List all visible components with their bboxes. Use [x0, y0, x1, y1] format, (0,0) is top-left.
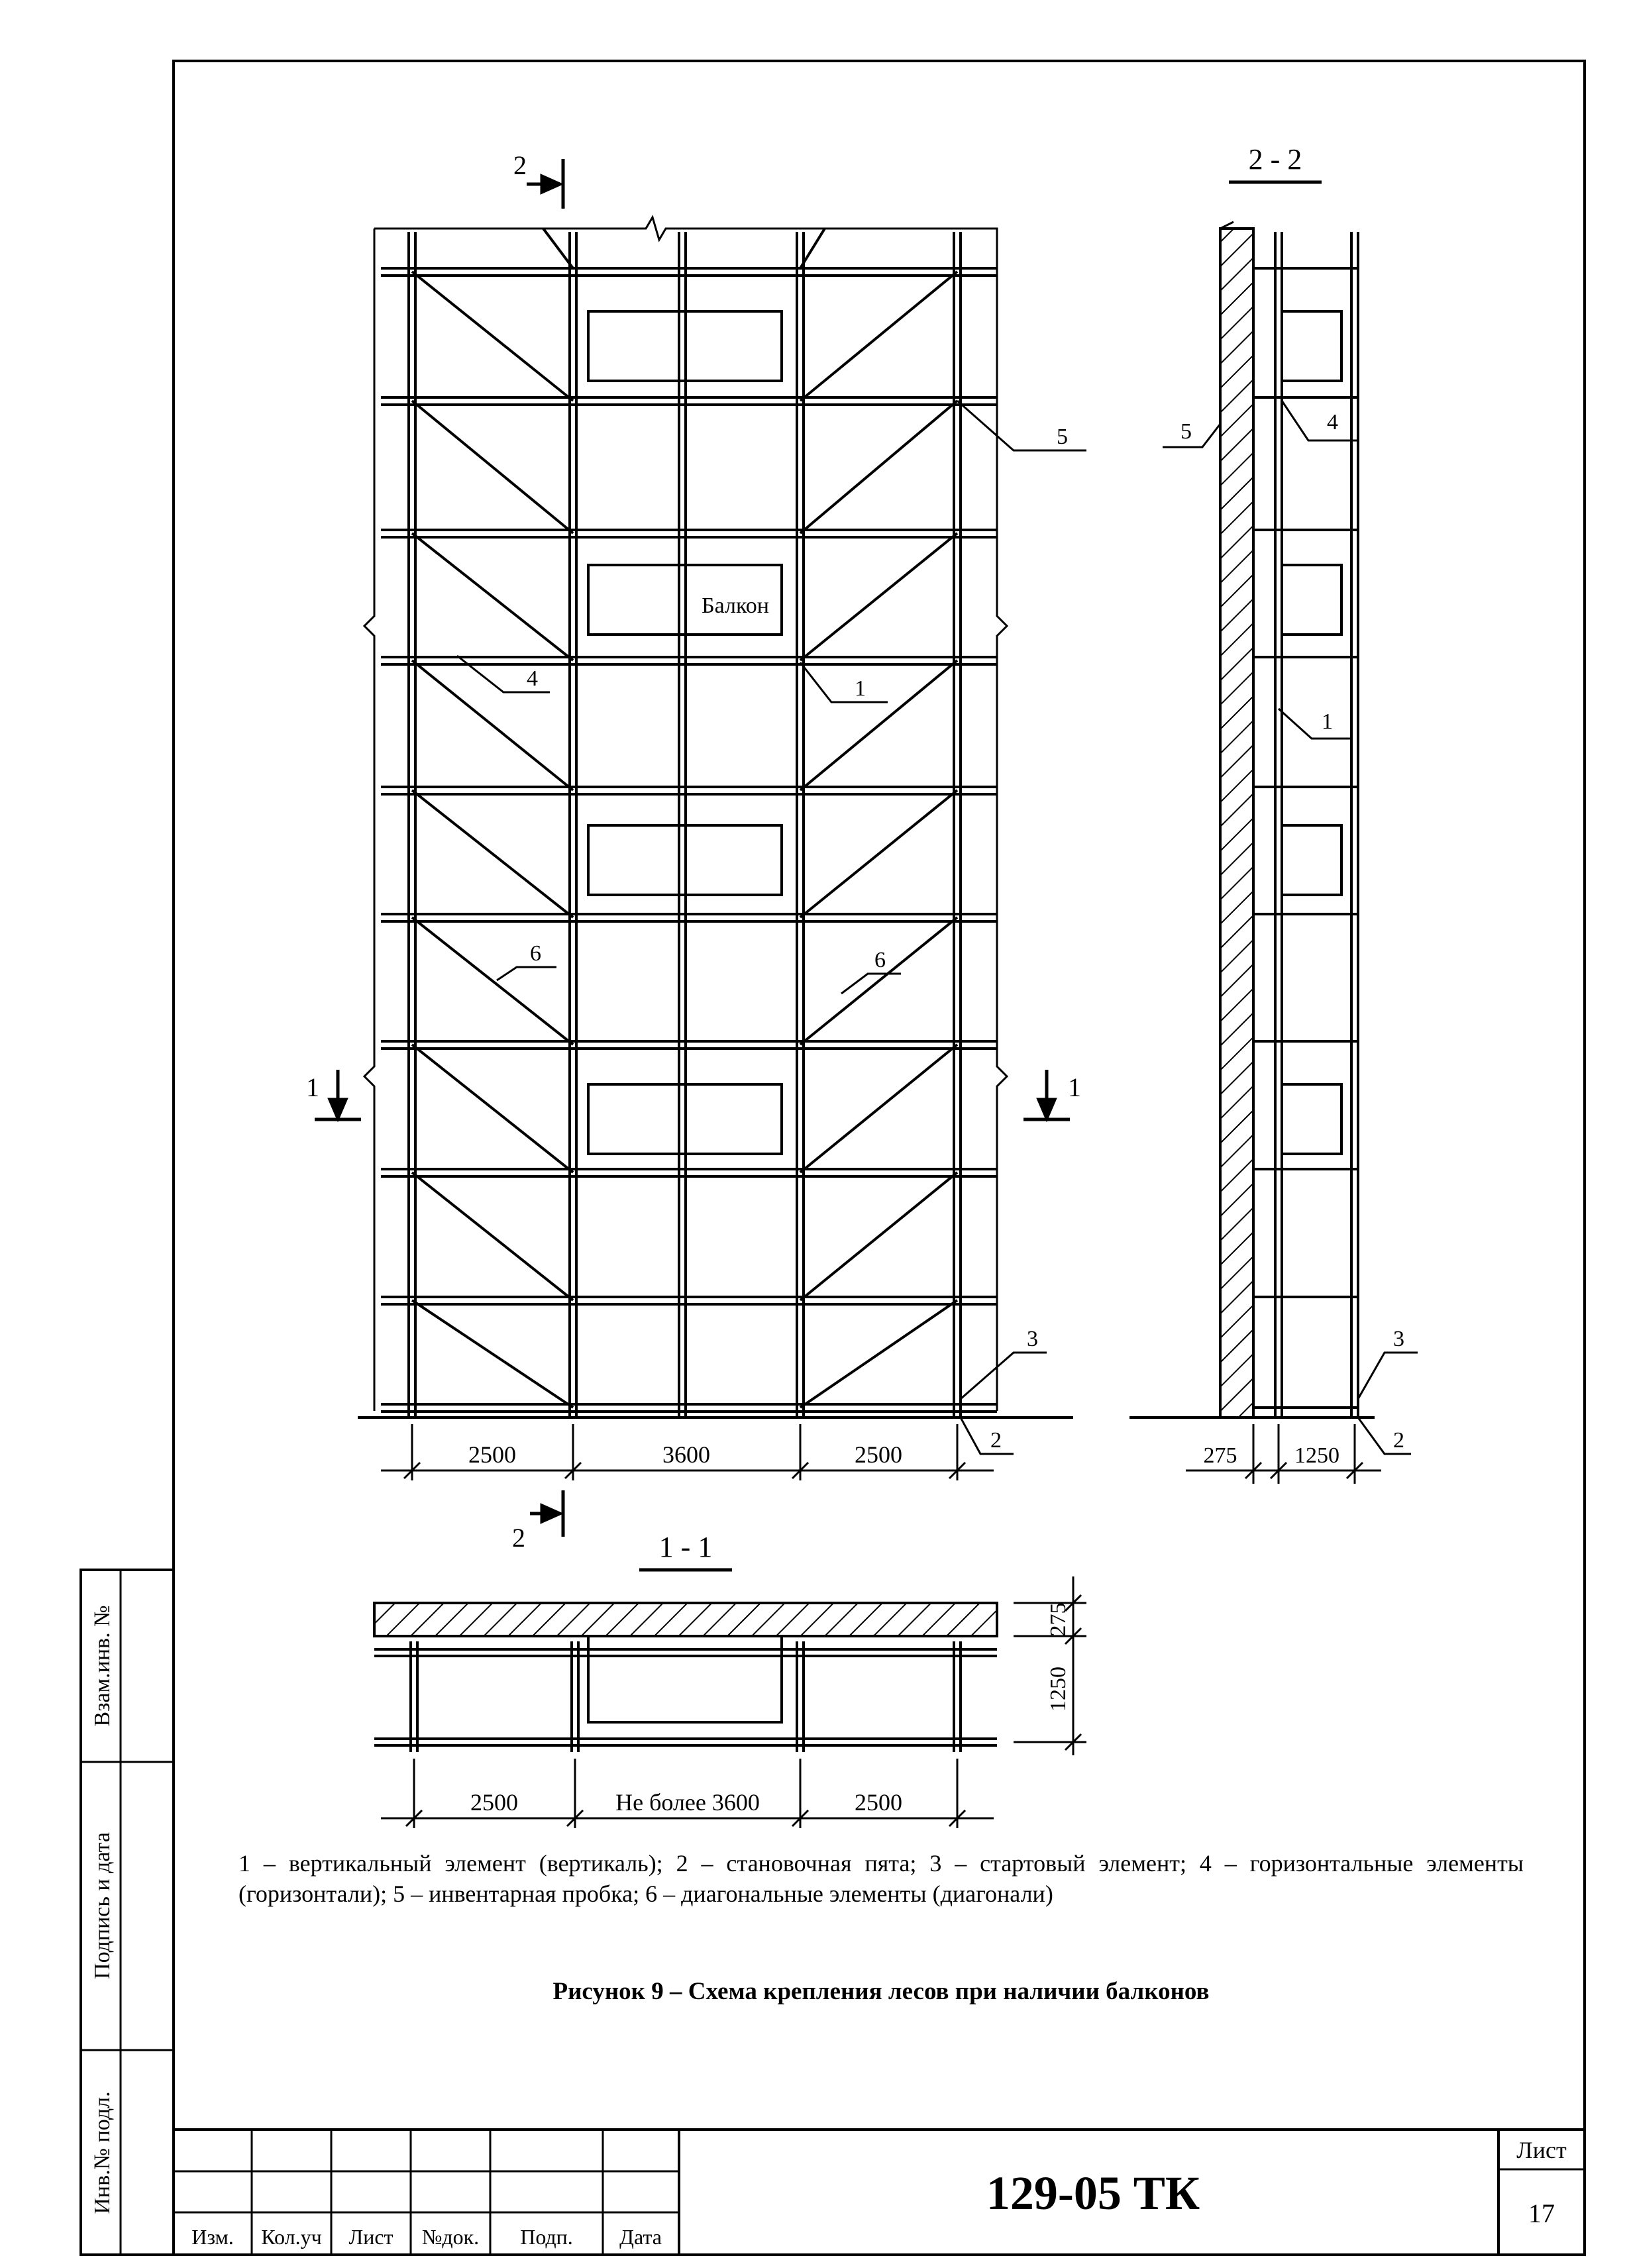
callout-2: 2: [990, 1428, 1002, 1453]
sheet-frame: [174, 61, 1585, 2255]
wall-plan: [374, 1603, 997, 1636]
dim-2500: 2500: [855, 1441, 902, 1468]
callout-1: 1: [855, 676, 866, 701]
stamp-signature-date: Подпись и дата: [90, 1832, 115, 1979]
section-mark-1: 1: [1068, 1072, 1081, 1102]
facade-elevation: [306, 150, 1086, 1553]
section-mark-2: 2: [513, 150, 527, 180]
callout-6: 6: [530, 941, 541, 966]
header-izm: Изм.: [191, 2225, 234, 2249]
title-block: [174, 2130, 1585, 2255]
callout-1: 1: [1322, 709, 1333, 734]
section-1-1: [374, 1531, 1086, 1828]
section-2-2: [1129, 143, 1418, 1484]
sheet-number: 17: [1528, 2198, 1555, 2228]
callout-3: 3: [1027, 1327, 1038, 1351]
elevation-dimensions: [381, 1424, 994, 1480]
dim-max-3600: Не более 3600: [615, 1789, 760, 1816]
section-cut-2-bottom: [512, 1490, 563, 1553]
dim-2500: 2500: [468, 1441, 516, 1468]
dim-2500: 2500: [855, 1789, 902, 1816]
sheet-label: Лист: [1516, 2137, 1567, 2163]
callout-4: 4: [1327, 410, 1338, 435]
header-list: Лист: [348, 2225, 393, 2249]
section-cut-1-left: [306, 1070, 361, 1119]
header-podp: Подп.: [520, 2225, 573, 2249]
dim-275: 275: [1046, 1602, 1071, 1637]
section-mark-1: 1: [306, 1072, 319, 1102]
dim-1250: 1250: [1294, 1443, 1339, 1468]
callout-5: 5: [1057, 425, 1068, 449]
header-kol-uch: Кол.уч: [261, 2225, 322, 2249]
header-ndok: №док.: [421, 2225, 480, 2249]
callout-6: 6: [874, 948, 886, 972]
dim-3600: 3600: [662, 1441, 710, 1468]
section-mark-2: 2: [512, 1523, 525, 1553]
callout-2: 2: [1393, 1428, 1404, 1453]
wall-section: [1220, 229, 1253, 1418]
section-cut-2-top: [513, 150, 563, 209]
callout-4: 4: [527, 666, 538, 691]
figure-title: Рисунок 9 – Схема крепления лесов при наличии балконов: [552, 1978, 1210, 2005]
section-1-1-title: 1 - 1: [658, 1531, 713, 1563]
legend-text: 1 – вертикальный элемент (вертикаль); 2 – становочная пята; 3 – стартовый элемент; 4 – горизонтальные элементы (горизонтали); 5 – инвентарная пробка; 6 – диагональные элементы (диагонали): [238, 1850, 1524, 1907]
section-2-2-title: 2 - 2: [1248, 143, 1302, 176]
balcony-label: Балкон: [702, 593, 769, 618]
dim-2500: 2500: [470, 1789, 518, 1816]
callout-5: 5: [1180, 419, 1192, 444]
stamp-zam-inv: Взам.инв. №: [90, 1605, 115, 1727]
stamp-inv-podl: Инв.№ подл.: [90, 2091, 115, 2214]
callout-3: 3: [1393, 1327, 1404, 1351]
dim-275: 275: [1203, 1443, 1237, 1468]
vertical-elements: [409, 232, 961, 1418]
dim-1250: 1250: [1046, 1667, 1071, 1712]
section-cut-1-right: [1023, 1070, 1081, 1119]
side-stamp: [81, 1570, 174, 2255]
header-data: Дата: [619, 2225, 662, 2249]
document-code: 129-05 ТК: [986, 2167, 1200, 2220]
